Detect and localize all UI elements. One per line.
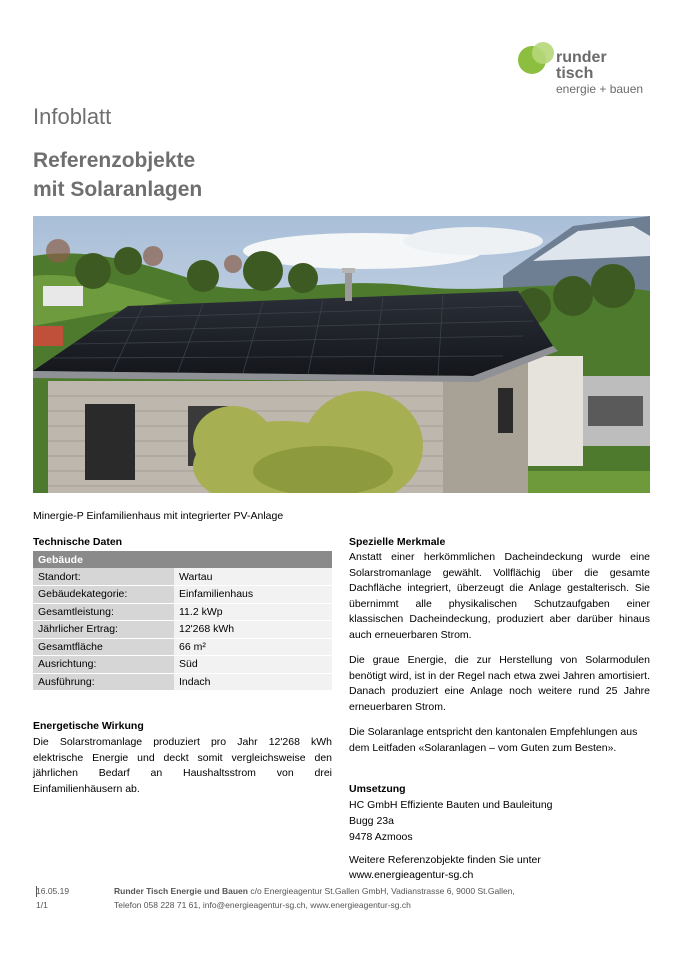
logo-circle-icon	[532, 42, 554, 64]
energy-effect-text: Die Solarstromanlage produziert pro Jahr 12'268 kWh elektrische Energie und deckt somit vergleichsweise den jährlichen Bedarf an Haushaltsstrom von drei Einfamilienhäusern ab.	[33, 736, 332, 795]
row-value: 12'268 kWh	[174, 621, 332, 639]
more-references-link[interactable]: www.energieagentur-sg.ch	[349, 869, 474, 881]
table-header-building: Gebäude	[33, 551, 332, 568]
logo-text-line1: runder	[556, 49, 607, 66]
footer-date: 16.05.19	[36, 886, 70, 896]
table-row	[33, 638, 332, 656]
footer-org-line	[114, 884, 515, 898]
technical-data-table	[33, 551, 332, 691]
table-row	[33, 603, 332, 621]
features-paragraph-2: Die graue Energie, die zur Herstellung von Solarmodulen benötigt wird, ist in der Regel nach etwa zwei Jahren amortisiert. Danach produziert eine Anlage noch weitere rund 25 Jahre erneuerbaren Strom.	[349, 654, 650, 713]
house-solar-roof-photo	[33, 216, 650, 493]
row-key: Jährlicher Ertrag:	[33, 621, 174, 639]
photo-caption: Minergie-P Einfamilienhaus mit integrierter PV-Anlage	[33, 510, 284, 522]
row-value: Einfamilienhaus	[174, 586, 332, 604]
row-value: Indach	[174, 673, 332, 691]
features-paragraph-3: Die Solaranlage entspricht den kantonalen Empfehlungen aus dem Leitfaden «Solaranlagen – vom Guten zum Besten».	[349, 726, 638, 754]
footer-contact	[114, 884, 515, 912]
row-key: Ausrichtung:	[33, 656, 174, 674]
technical-data-heading: Technische Daten	[33, 536, 123, 548]
footer-org-name: Runder Tisch Energie und Bauen	[114, 886, 248, 896]
implementation-address	[349, 797, 553, 845]
more-references-text: Weitere Referenzobjekte finden Sie unter	[349, 854, 541, 866]
energy-effect-heading: Energetische Wirkung	[33, 720, 144, 732]
row-key: Gesamtleistung:	[33, 603, 174, 621]
footer-contact-line: Telefon 058 228 71 61, info@energieagentur-sg.ch, www.energieagentur-sg.ch	[114, 900, 411, 910]
row-key: Standort:	[33, 568, 174, 586]
table-row	[33, 568, 332, 586]
logo-text-line3: energie + bauen	[556, 82, 644, 96]
footer-page: 1/1	[36, 900, 48, 910]
row-key: Gesamtfläche	[33, 638, 174, 656]
row-value: 66 m²	[174, 638, 332, 656]
page-title	[33, 146, 202, 204]
footer-org-address: c/o Energieagentur St.Gallen GmbH, Vadianstrasse 6, 9000 St.Gallen,	[247, 886, 515, 896]
row-key: Gebäudekategorie:	[33, 586, 174, 604]
footer-meta	[36, 884, 69, 912]
special-features-heading: Spezielle Merkmale	[349, 536, 446, 548]
row-value: Wartau	[174, 568, 332, 586]
table-row	[33, 586, 332, 604]
title-line-2: mit Solaranlagen	[33, 178, 203, 201]
logo-text-line2: tisch	[556, 65, 594, 82]
table-row	[33, 621, 332, 639]
runder-tisch-logo	[518, 42, 658, 102]
document-type: Infoblatt	[33, 104, 112, 129]
table-row	[33, 656, 332, 674]
table-header-row	[33, 551, 332, 568]
row-key: Ausführung:	[33, 673, 174, 691]
table-row	[33, 673, 332, 691]
implementation-heading: Umsetzung	[349, 783, 406, 795]
company-name: HC GmbH Effiziente Bauten und Bauleitung	[349, 799, 553, 811]
more-references	[349, 853, 541, 883]
city: 9478 Azmoos	[349, 831, 413, 843]
row-value: Süd	[174, 656, 332, 674]
row-value: 11.2 kWp	[174, 603, 332, 621]
street: Bugg 23a	[349, 815, 394, 827]
features-paragraph-1: Anstatt einer herkömmlichen Dacheindeckung wurde eine Solarstromanlage gewählt. Vollflächig über die gesamte Dachfläche integriert, überzeugt die Anlage gestalterisch. Sie übernimmt alle physikalischen Schutzaufgaben einer klassischen Dacheindeckung, produziert aber darüber hinaus auch erneuerbaren Strom.	[349, 551, 650, 641]
title-line-1: Referenzobjekte	[33, 149, 196, 172]
